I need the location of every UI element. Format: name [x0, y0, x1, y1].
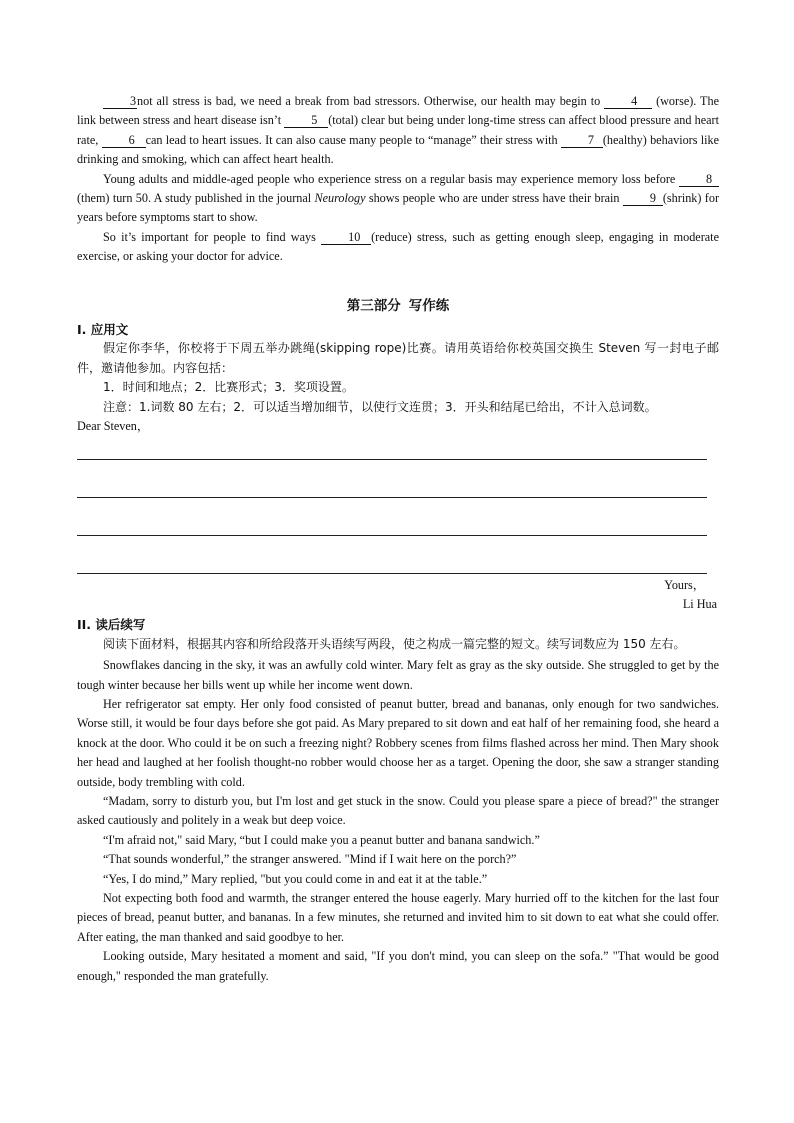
- section-1-points: 1．时间和地点；2．比赛形式；3．奖项设置。: [103, 380, 354, 395]
- journal-name: Neurology: [314, 191, 366, 206]
- section-1-note: 注意：1.词数 80 左右；2．可以适当增加细节，以使行文连贯；3．开头和结尾已给出，不计入总词数。: [103, 399, 657, 414]
- blank-6[interactable]: 6: [102, 133, 146, 148]
- passage-paragraph-1: 3not all stress is bad, we need a break from bad stressors. Otherwise, our health may begin to 4 (worse). The link between stress and heart disease isn’t 5 (total) clear but being under long-time stress can affect blood pressure and heart rate, 6 can lead to heart issues. It can also cause many people to “manage” their stress with 7 (healthy) behaviors like drinking and smoking, which can affect heart health.: [77, 94, 720, 167]
- blank-7[interactable]: 7: [561, 133, 603, 148]
- section-1-heading: I. 应用文: [77, 322, 129, 338]
- blank-4[interactable]: 4: [604, 94, 652, 109]
- blank-9[interactable]: 9: [623, 191, 663, 206]
- story-paragraph: “I'm afraid not," said Mary, “but I could make you a peanut butter and banana sandwich.”: [103, 832, 540, 847]
- story-paragraph: “Yes, I do mind,” Mary replied, "but you could come in and eat it at the table.”: [103, 871, 488, 886]
- blank-3[interactable]: 3: [103, 94, 137, 109]
- closing: Yours，: [664, 577, 705, 592]
- story-paragraph: Not expecting both food and warmth, the stranger entered the house eagerly. Mary hurried off to the kitchen for the last four pieces of bread, peanut butter, and bananas. In a few minutes, she returned and invited him to sit down to eat what she could offer. After eating, the man thanked and said goodbye to her.: [77, 891, 719, 944]
- story-paragraph: “Madam, sorry to disturb you, but I'm lost and get stuck in the snow. Could you please spare a piece of bread?" the stranger asked cautiously and politely in a weak but deep voice.: [77, 793, 719, 828]
- part3-title: 第三部分 写作练: [346, 297, 450, 314]
- writing-line[interactable]: [77, 460, 707, 498]
- blank-5[interactable]: 5: [284, 113, 328, 128]
- section-2-heading: II. 读后续写: [77, 617, 146, 633]
- writing-line[interactable]: [77, 536, 707, 574]
- passage-paragraph-2: Young adults and middle-aged people who experience stress on a regular basis may experience memory loss before 8(them) turn 50. A study published in the journal Neurology shows people who are under stress have their brain 9 (shrink) for years before symptoms start to show.: [77, 171, 720, 225]
- story-paragraph: Her refrigerator sat empty. Her only food consisted of peanut butter, bread and bananas, only enough for two sandwiches. Worse still, it would be four days before she got paid. As Mary prepared to sit down and eat half of her remaining food, she heard a knock at the door. Who could it be on such a freezing night? Robbery scenes from films flashed across her mind. Then Mary shook her head and laughed at her foolish thought-no robber would choose her as a target. Opening the door, she saw a stranger standing outside, body trembling with cold.: [77, 696, 719, 789]
- section-2-instruction: 阅读下面材料，根据其内容和所给段落开头语续写两段，使之构成一篇完整的短文。续写词数应为 150 左右。: [103, 636, 686, 651]
- salutation: Dear Steven，: [77, 419, 150, 434]
- story-paragraph: Looking outside, Mary hesitated a moment and said, "If you don't mind, you can sleep on the sofa.” "That would be good enough," responded the man gratefully.: [77, 949, 719, 983]
- story-paragraph: “That sounds wonderful,” the stranger answered. "Mind if I wait here on the porch?”: [103, 852, 517, 867]
- story-paragraph: Snowflakes dancing in the sky, it was an awfully cold winter. Mary felt as gray as the sky outside. She struggled to get by the tough winter because her bills went up while her income went down.: [77, 658, 719, 692]
- section-1-prompt: 假定你李华，你校将于下周五举办跳绳(skipping rope)比赛。请用英语给你校英国交换生 Steven 写一封电子邮件，邀请他参加。内容包括：: [77, 341, 719, 375]
- document-page: [77, 92, 719, 986]
- writing-line[interactable]: [77, 422, 707, 460]
- blank-10[interactable]: 10: [321, 230, 371, 245]
- blank-8[interactable]: 8: [679, 172, 719, 187]
- writing-lines[interactable]: [77, 422, 719, 574]
- signature: Li Hua: [682, 596, 717, 611]
- writing-line[interactable]: [77, 498, 707, 536]
- passage-paragraph-3: So it’s important for people to find ways 10 (reduce) stress, such as getting enough sleep, engaging in moderate exercise, or asking your doctor for advice.: [77, 229, 719, 264]
